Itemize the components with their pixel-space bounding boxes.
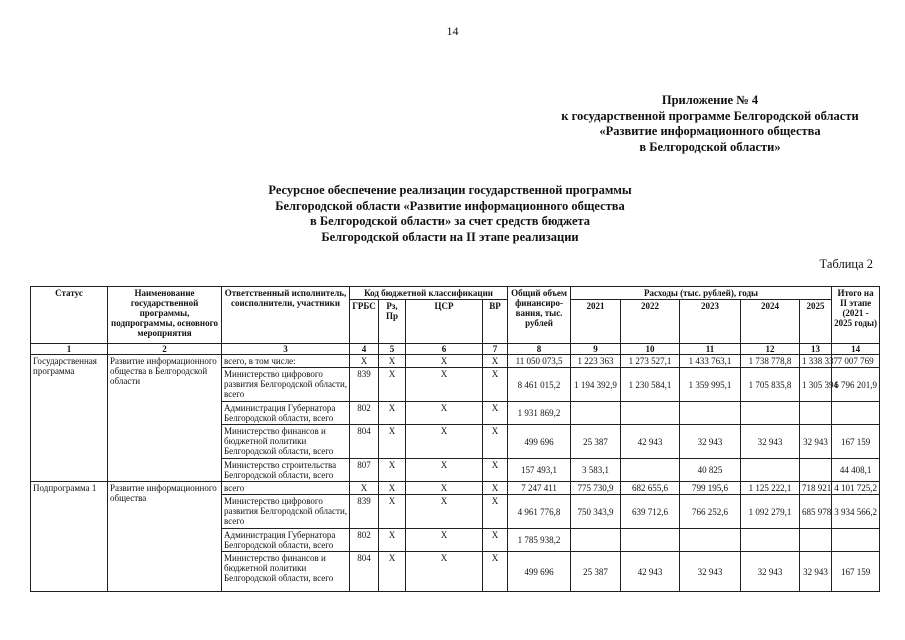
cell-grbs: 839	[350, 495, 379, 529]
cell-grbs: 802	[350, 529, 379, 552]
cell-2024: 1 705 835,8	[741, 368, 800, 402]
cell-2024: 1 125 222,1	[741, 482, 800, 495]
cell-2023	[680, 529, 741, 552]
cell-executor: всего	[222, 482, 350, 495]
cell-2022	[621, 529, 680, 552]
cell-2025: 685 978	[800, 495, 832, 529]
cell-rzpr: X	[379, 482, 406, 495]
cell-rzpr: X	[379, 355, 406, 368]
column-index-row	[31, 344, 880, 355]
title-line: Ресурсное обеспечение реализации государственной программы	[268, 183, 632, 197]
cell-2025	[800, 402, 832, 425]
header-csr: ЦСР	[406, 300, 483, 344]
column-index: 13	[800, 344, 832, 355]
cell-itogo	[832, 529, 880, 552]
header-code-group: Код бюджетной классификации	[350, 287, 508, 300]
column-index: 8	[508, 344, 571, 355]
cell-rzpr: X	[379, 368, 406, 402]
cell-itogo: 6 796 201,9	[832, 368, 880, 402]
appendix-heading	[540, 93, 880, 155]
header-grbs: ГРБС	[350, 300, 379, 344]
cell-total: 157 493,1	[508, 459, 571, 482]
cell-2022: 1 273 527,1	[621, 355, 680, 368]
cell-csr: X	[406, 529, 483, 552]
cell-2024	[741, 529, 800, 552]
cell-executor: Министерство финансов и бюджетной политики Белгородской области, всего	[222, 552, 350, 592]
cell-2023: 1 433 763,1	[680, 355, 741, 368]
cell-itogo	[832, 402, 880, 425]
budget-table	[30, 286, 880, 592]
cell-csr: X	[406, 495, 483, 529]
cell-2024: 32 943	[741, 425, 800, 459]
cell-total: 499 696	[508, 552, 571, 592]
cell-2024: 1 092 279,1	[741, 495, 800, 529]
cell-2021: 750 343,9	[571, 495, 621, 529]
column-index: 4	[350, 344, 379, 355]
cell-2023: 32 943	[680, 425, 741, 459]
cell-total: 499 696	[508, 425, 571, 459]
column-index: 10	[621, 344, 680, 355]
cell-csr: X	[406, 355, 483, 368]
cell-2023: 766 252,6	[680, 495, 741, 529]
cell-2022: 42 943	[621, 552, 680, 592]
cell-2022: 42 943	[621, 425, 680, 459]
cell-2025: 32 943	[800, 425, 832, 459]
cell-total: 8 461 015,2	[508, 368, 571, 402]
column-index: 1	[31, 344, 108, 355]
cell-executor: Администрация Губернатора Белгородской области, всего	[222, 529, 350, 552]
cell-2024	[741, 459, 800, 482]
appendix-line: «Развитие информационного общества	[599, 124, 821, 138]
cell-total: 1 931 869,2	[508, 402, 571, 425]
cell-2024: 1 738 778,8	[741, 355, 800, 368]
cell-total: 1 785 938,2	[508, 529, 571, 552]
header-name: Наименование государственной программы, подпрограммы, основного мероприятия	[108, 287, 222, 344]
cell-2021: 25 387	[571, 552, 621, 592]
cell-vr: X	[483, 425, 508, 459]
cell-total: 4 961 776,8	[508, 495, 571, 529]
cell-grbs: X	[350, 355, 379, 368]
cell-2023: 40 825	[680, 459, 741, 482]
header-executor: Ответственный исполнитель, соисполнители, участники	[222, 287, 350, 344]
column-index: 11	[680, 344, 741, 355]
table-label: Таблица 2	[819, 257, 873, 271]
title-line: Белгородской области «Развитие информационного общества	[275, 198, 625, 213]
cell-grbs: 804	[350, 425, 379, 459]
column-index: 3	[222, 344, 350, 355]
cell-executor: Министерство строительства Белгородской области, всего	[222, 459, 350, 482]
cell-executor: Министерство цифрового развития Белгородской области, всего	[222, 495, 350, 529]
cell-vr: X	[483, 482, 508, 495]
cell-2025: 1 338 337	[800, 355, 832, 368]
cell-2024: 32 943	[741, 552, 800, 592]
cell-grbs: 802	[350, 402, 379, 425]
cell-2022: 639 712,6	[621, 495, 680, 529]
cell-itogo: 44 408,1	[832, 459, 880, 482]
header-row	[31, 287, 880, 300]
cell-csr: X	[406, 459, 483, 482]
cell-executor: Министерство цифрового развития Белгородской области, всего	[222, 368, 350, 402]
header-year-2025: 2025	[800, 300, 832, 344]
cell-2025	[800, 459, 832, 482]
cell-2024	[741, 402, 800, 425]
cell-2022: 1 230 584,1	[621, 368, 680, 402]
cell-vr: X	[483, 402, 508, 425]
header-rzpr: Рз, Пр	[379, 300, 406, 344]
header-itogo: Итого на II этапе (2021 - 2025 годы)	[832, 287, 880, 344]
cell-2023: 799 195,6	[680, 482, 741, 495]
header-total: Общий объем финансиро-вания, тыс. рублей	[508, 287, 571, 344]
cell-grbs: 804	[350, 552, 379, 592]
cell-total: 7 247 411	[508, 482, 571, 495]
header-vr: ВР	[483, 300, 508, 344]
column-index: 14	[832, 344, 880, 355]
cell-2022	[621, 459, 680, 482]
cell-csr: X	[406, 482, 483, 495]
cell-2025: 718 921	[800, 482, 832, 495]
cell-total: 11 050 073,5	[508, 355, 571, 368]
cell-csr: X	[406, 552, 483, 592]
cell-2023: 1 359 995,1	[680, 368, 741, 402]
cell-2023: 32 943	[680, 552, 741, 592]
column-index: 6	[406, 344, 483, 355]
cell-status: Подпрограмма 1	[31, 482, 108, 592]
cell-2025: 1 305 394	[800, 368, 832, 402]
cell-csr: X	[406, 368, 483, 402]
cell-2022: 682 655,6	[621, 482, 680, 495]
cell-2021: 3 583,1	[571, 459, 621, 482]
column-index: 12	[741, 344, 800, 355]
header-year-2022: 2022	[621, 300, 680, 344]
cell-itogo: 4 101 725,2	[832, 482, 880, 495]
cell-2022	[621, 402, 680, 425]
cell-vr: X	[483, 495, 508, 529]
cell-vr: X	[483, 529, 508, 552]
header-status: Статус	[31, 287, 108, 344]
cell-vr: X	[483, 368, 508, 402]
cell-itogo: 167 159	[832, 425, 880, 459]
header-year-2023: 2023	[680, 300, 741, 344]
header-year-2021: 2021	[571, 300, 621, 344]
cell-grbs: X	[350, 482, 379, 495]
cell-vr: X	[483, 552, 508, 592]
column-index: 2	[108, 344, 222, 355]
cell-executor: Министерство финансов и бюджетной политики Белгородской области, всего	[222, 425, 350, 459]
header-year-2024: 2024	[741, 300, 800, 344]
cell-vr: X	[483, 355, 508, 368]
cell-name: Развитие информационного общества	[108, 482, 222, 592]
cell-rzpr: X	[379, 495, 406, 529]
cell-2025	[800, 529, 832, 552]
column-index: 7	[483, 344, 508, 355]
cell-rzpr: X	[379, 459, 406, 482]
cell-itogo: 3 934 566,2	[832, 495, 880, 529]
cell-name: Развитие информационного общества в Белгородской области	[108, 355, 222, 482]
appendix-line: к государственной программе Белгородской области	[561, 108, 859, 123]
cell-rzpr: X	[379, 402, 406, 425]
column-index: 9	[571, 344, 621, 355]
cell-executor: всего, в том числе:	[222, 355, 350, 368]
cell-rzpr: X	[379, 552, 406, 592]
cell-2021	[571, 402, 621, 425]
table-row	[31, 482, 880, 495]
table-row	[31, 355, 880, 368]
cell-csr: X	[406, 425, 483, 459]
document-title	[230, 183, 670, 245]
cell-itogo: 167 159	[832, 552, 880, 592]
cell-executor: Администрация Губернатора Белгородской области, всего	[222, 402, 350, 425]
cell-2023	[680, 402, 741, 425]
cell-status: Государственная программа	[31, 355, 108, 482]
cell-itogo: 7 007 769	[832, 355, 880, 368]
cell-vr: X	[483, 459, 508, 482]
cell-rzpr: X	[379, 425, 406, 459]
appendix-line: Приложение № 4	[661, 93, 759, 107]
cell-2021: 25 387	[571, 425, 621, 459]
header-expenses-group: Расходы (тыс. рублей), годы	[571, 287, 832, 300]
title-line: Белгородской области на II этапе реализации	[321, 229, 579, 244]
title-line: в Белгородской области» за счет средств бюджета	[309, 214, 591, 228]
cell-csr: X	[406, 402, 483, 425]
column-index: 5	[379, 344, 406, 355]
cell-grbs: 807	[350, 459, 379, 482]
cell-2021: 1 194 392,9	[571, 368, 621, 402]
cell-rzpr: X	[379, 529, 406, 552]
cell-2021: 775 730,9	[571, 482, 621, 495]
appendix-line: в Белгородской области»	[639, 139, 781, 154]
cell-grbs: 839	[350, 368, 379, 402]
cell-2021: 1 223 363	[571, 355, 621, 368]
page-number: 14	[446, 24, 459, 38]
cell-2021	[571, 529, 621, 552]
cell-2025: 32 943	[800, 552, 832, 592]
